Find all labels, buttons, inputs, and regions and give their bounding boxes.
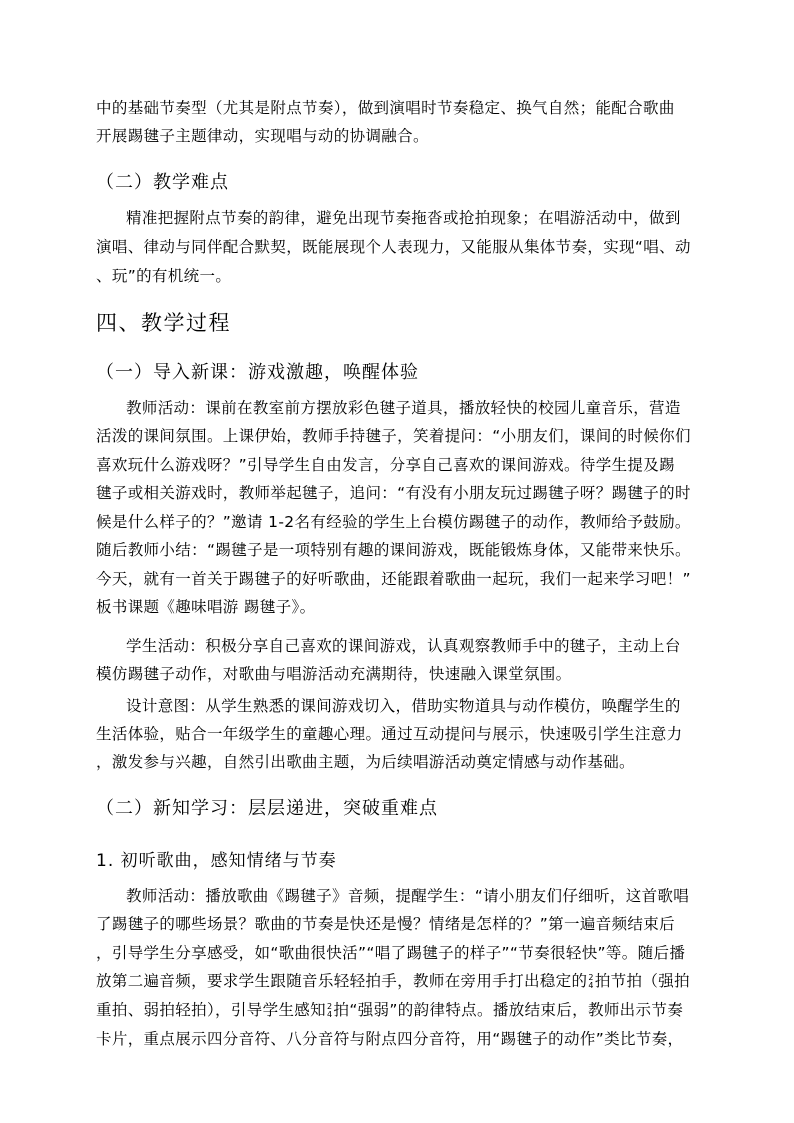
intro-line-1: 中的基础节奏型（尤其是附点节奏），做到演唱时节奏稳定、换气自然；能配合歌曲 [96,99,675,117]
teacher1-line-5: 候是什么样子的？”邀请 1-2名有经验的学生上台模仿踢毽子的动作，教师给予鼓励。 [96,513,691,531]
frac-denominator-2: 4 [327,1009,333,1019]
frac-numerator-2: 2 [327,1001,333,1011]
section2-heading: （二）新知学习：层层递进，突破重难点 [96,798,438,819]
teacher1-line-6: 随后教师小结：“踢毽子是一项特别有趣的课间游戏，既能锻炼身体，又能带来快乐。 [96,541,691,559]
difficulty-line-1: 精准把握附点节奏的韵律，避免出现节奏拖沓或抢拍现象；在唱游活动中，做到 [126,209,681,227]
frac-denominator: 4 [588,980,594,990]
teacher2-line-1: 教师活动：播放歌曲《踢毽子》音频，提醒学生：“请小朋友们仔细听，这首歌唱 [126,887,690,905]
sub1-heading: 1. 初听歌曲，感知情绪与节奏 [96,851,337,871]
teacher1-line-4: 毽子或相关游戏时，教师举起毽子，追问：“有没有小朋友玩过踢毽子呀？踢毽子的时 [96,484,691,502]
design1-line-1: 设计意图：从学生熟悉的课间游戏切入，借助实物道具与动作模仿，唤醒学生的 [126,697,681,715]
difficulty-heading: （二）教学难点 [96,172,229,193]
design1-line-3: ，激发参与兴趣，自然引出歌曲主题，为后续唱游活动奠定情感与动作基础。 [96,753,635,771]
teacher1-line-7: 今天，就有一首关于踢毽子的好听歌曲，还能跟着歌曲一起玩，我们一起来学习吧！” [96,570,691,588]
teacher2-line-2: 了踢毽子的哪些场景？歌曲的节奏是快还是慢？情绪是怎样的？”第一遍音频结束后 [96,915,675,933]
student1-line-1: 学生活动：积极分享自己喜欢的课间游戏，认真观察教师手中的毽子，主动上台 [126,637,681,655]
teacher2-line-4-a: 放第二遍音频，要求学生跟随音乐轻轻拍手，教师在旁用手打出稳定的 [96,972,588,990]
teacher1-line-2: 活泼的课间氛围。上课伊始，教师手持毽子，笑着提问：“小朋友们，课间的时候你们 [96,427,691,445]
teacher1-line-8: 板书课题《趣味唱游 踢毽子》。 [96,598,316,616]
teacher2-line-5-b: 拍“强弱”的韵律特点。播放结束后，教师出示节奏 [333,1001,684,1019]
teacher1-line-1: 教师活动：课前在教室前方摆放彩色毽子道具，播放轻快的校园儿童音乐，营造 [126,399,681,417]
process-heading: 四、教学过程 [96,311,231,335]
teacher2-line-6: 卡片，重点展示四分音符、八分音符与附点四分音符，用“踢毽子的动作”类比节奏， [96,1030,684,1048]
difficulty-line-3: 、玩”的有机统一。 [96,267,232,285]
time-signature-fraction-2 [327,1003,332,1019]
time-signature-fraction [588,974,593,990]
teacher2-line-3: ，引导学生分享感受，如“歌曲很快活”“唱了踢毽子的样子”“节奏很轻快”等。随后播 [96,944,686,962]
teacher2-line-4 [96,967,700,997]
difficulty-line-2: 演唱、律动与同伴配合默契，既能展现个人表现力，又能服从集体节奏，实现“唱、动 [96,238,691,256]
intro-line-2: 开展踢毽子主题律动，实现唱与动的协调融合。 [96,127,429,145]
design1-line-2: 生活体验，贴合一年级学生的童趣心理。通过互动提问与展示，快速吸引学生注意力 [96,725,683,743]
teacher2-line-5-a: 重拍、弱拍轻拍），引导学生感知 [96,1001,327,1019]
frac-numerator: 2 [588,972,594,982]
teacher1-line-3: 喜欢玩什么游戏呀？”引导学生自由发言，分享自己喜欢的课间游戏。待学生提及踢 [96,456,675,474]
student1-line-2: 模仿踢毽子动作，对歌曲与唱游活动充满期待，快速融入课堂氛围。 [96,665,572,683]
teacher2-line-4-b: 拍节拍（强拍 [594,972,690,990]
section1-heading: （一）导入新课：游戏激趣，唤醒体验 [96,362,419,383]
teacher2-line-5 [96,996,700,1026]
